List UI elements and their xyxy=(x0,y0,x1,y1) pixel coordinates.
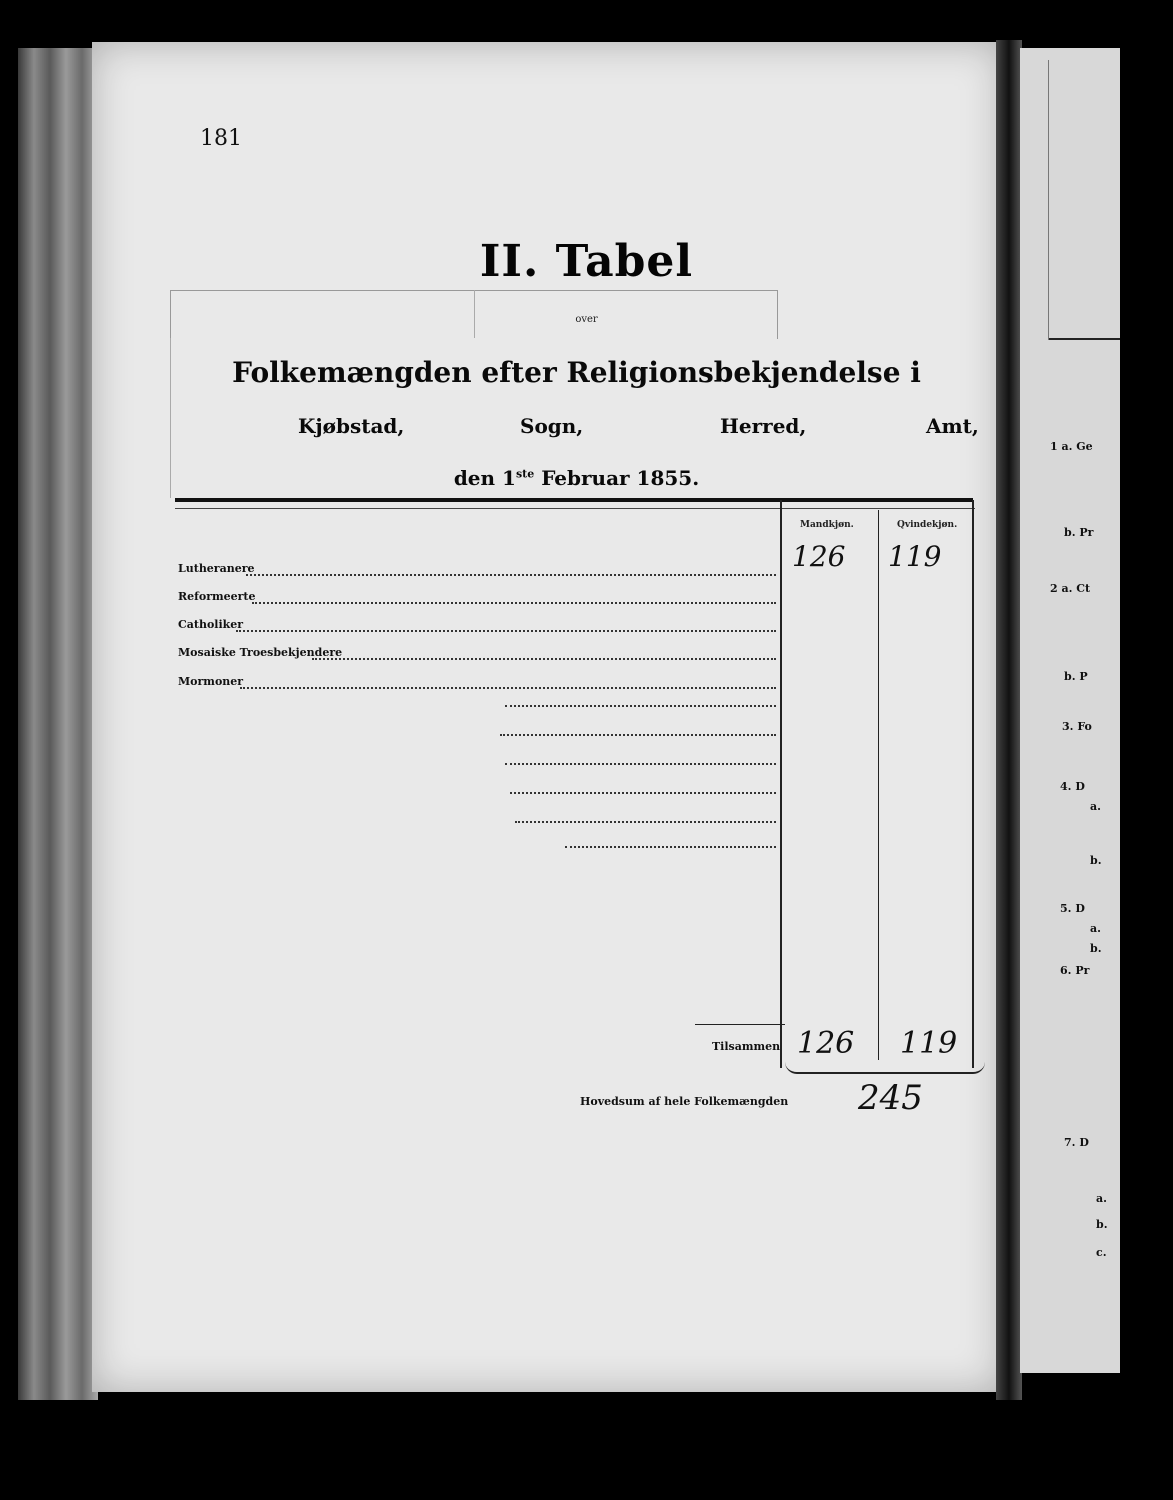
census-date: den 1ste Februar 1855. xyxy=(453,466,700,490)
bleed-through-mark: ﾠ xyxy=(470,108,499,143)
facing-item: 5. D xyxy=(1060,902,1085,915)
blank-row-dots xyxy=(505,763,776,765)
facing-item: 6. Pr xyxy=(1060,964,1090,977)
row-label-reformeerte: Reformeerte xyxy=(178,590,256,603)
facing-rule-vertical xyxy=(1048,60,1049,340)
total-men: 126 xyxy=(797,1026,855,1061)
page-number: 181 xyxy=(200,126,242,151)
facing-item: 7. D xyxy=(1064,1136,1089,1149)
place-amt: Amt, xyxy=(926,414,979,438)
table-top-rule xyxy=(175,498,973,502)
over-word: over xyxy=(575,314,598,325)
blank-row-dots xyxy=(500,734,776,736)
column-divider-middle xyxy=(878,510,879,1060)
table-top-rule-thin xyxy=(175,508,975,509)
total-rule xyxy=(695,1024,785,1025)
facing-item: 3. Fo xyxy=(1062,720,1092,733)
column-divider-left xyxy=(780,500,782,1068)
facing-item: b. Pr xyxy=(1064,526,1094,539)
row-leader-dots xyxy=(240,687,776,689)
total-brace xyxy=(785,1062,985,1074)
facing-subitem: a. xyxy=(1096,1192,1107,1205)
column-header-women: Qvindekjøn. xyxy=(897,520,958,530)
facing-rule xyxy=(1048,338,1120,340)
row-leader-dots xyxy=(252,602,776,604)
facing-subitem: b. xyxy=(1090,854,1102,867)
row-label-mosaiske: Mosaiske Troesbekjendere xyxy=(178,646,343,659)
grand-total-value: 245 xyxy=(858,1078,923,1118)
blank-row-dots xyxy=(505,705,776,707)
value-lutheranere-women: 119 xyxy=(888,540,942,573)
row-leader-dots xyxy=(236,630,776,632)
row-label-catholiker: Catholiker xyxy=(178,618,244,631)
subtitle: Folkemængden efter Religionsbekjendelse i xyxy=(232,356,921,389)
page-title: II. Tabel xyxy=(479,236,694,287)
row-leader-dots xyxy=(246,574,776,576)
facing-item: 4. D xyxy=(1060,780,1085,793)
facing-subitem: b. xyxy=(1096,1218,1108,1231)
row-label-lutheranere: Lutheranere xyxy=(178,562,255,575)
facing-item: 2 a. Ct xyxy=(1050,582,1091,595)
blank-row-dots xyxy=(510,792,776,794)
facing-subitem: a. xyxy=(1090,922,1101,935)
grand-total-label: Hovedsum af hele Folkemængden xyxy=(580,1095,789,1108)
place-sogn: Sogn, xyxy=(520,414,584,438)
column-divider-right xyxy=(972,500,974,1068)
facing-subitem: b. xyxy=(1090,942,1102,955)
facing-item: 1 a. Ge xyxy=(1050,440,1093,453)
facing-subitem: a. xyxy=(1090,800,1101,813)
row-leader-dots xyxy=(312,658,776,660)
blank-row-dots xyxy=(515,821,776,823)
total-label: Tilsammen xyxy=(712,1040,781,1053)
column-header-men: Mandkjøn. xyxy=(800,520,854,530)
blank-row-dots xyxy=(565,846,776,848)
row-label-mormoner: Mormoner xyxy=(178,675,244,688)
place-herred: Herred, xyxy=(720,414,807,438)
facing-subitem: c. xyxy=(1096,1246,1107,1259)
value-lutheranere-men: 126 xyxy=(792,540,846,573)
place-kjobstad: Kjøbstad, xyxy=(298,414,405,438)
facing-item: b. P xyxy=(1064,670,1088,683)
total-women: 119 xyxy=(900,1026,958,1061)
